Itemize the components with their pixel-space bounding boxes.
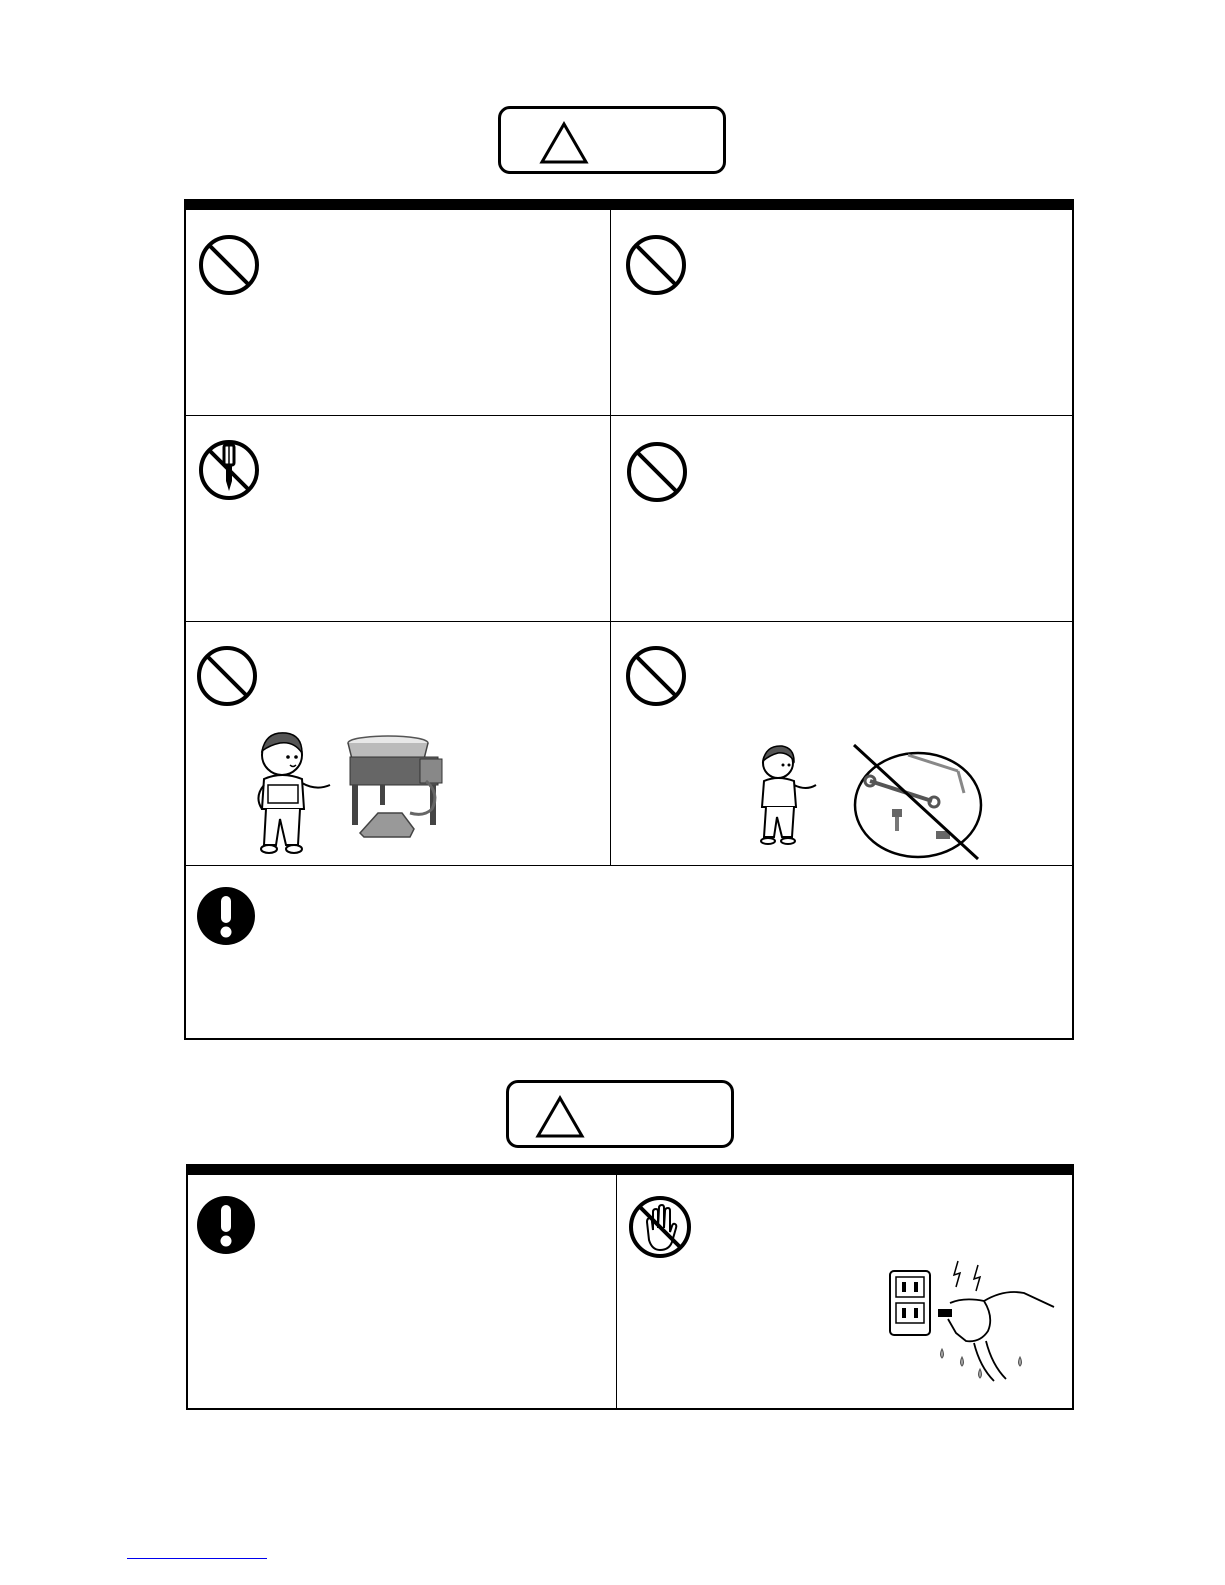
prohibition-icon [624,439,690,505]
table-column-divider [610,210,611,866]
prohibition-icon [623,232,689,298]
pottery-wheel-illustration [340,733,480,843]
caution-cell-1 [188,1177,616,1407]
table-column-divider [616,1175,617,1409]
table-row-divider [184,865,1074,866]
prohibition-icon [623,643,689,709]
warning-table-header-bar [184,199,1074,210]
table-border-bottom [184,1038,1074,1040]
no-disassembly-icon [196,437,262,503]
tools-prohibited-illustration [848,741,988,861]
warning-cell-7 [186,867,1072,1037]
warning-cell-2 [612,212,1072,414]
mandatory-action-icon [195,1194,257,1256]
table-row-divider [184,621,1074,622]
prohibition-icon [194,643,260,709]
wet-hand-plug-illustration [884,1257,1064,1387]
child-illustration [244,727,344,857]
caution-label-box [506,1080,734,1148]
caution-table-header-bar [186,1164,1074,1175]
warning-triangle-icon [535,1095,585,1139]
table-border-right [1072,1170,1074,1410]
warning-label-box [498,106,726,174]
prohibition-icon [196,232,262,298]
warning-cell-1 [186,212,610,414]
table-border-right [1072,205,1074,1040]
warning-triangle-icon [539,121,589,165]
mandatory-action-icon [195,885,257,947]
child-illustration [748,741,828,851]
warning-cell-5 [186,623,610,864]
table-row-divider [184,415,1074,416]
warning-cell-4 [612,417,1072,620]
footer-link[interactable] [127,1558,267,1559]
warning-cell-6 [612,623,1072,864]
caution-cell-2 [618,1177,1072,1407]
table-border-bottom [186,1408,1074,1410]
no-wet-hands-icon [627,1194,693,1260]
warning-cell-3 [186,417,610,620]
